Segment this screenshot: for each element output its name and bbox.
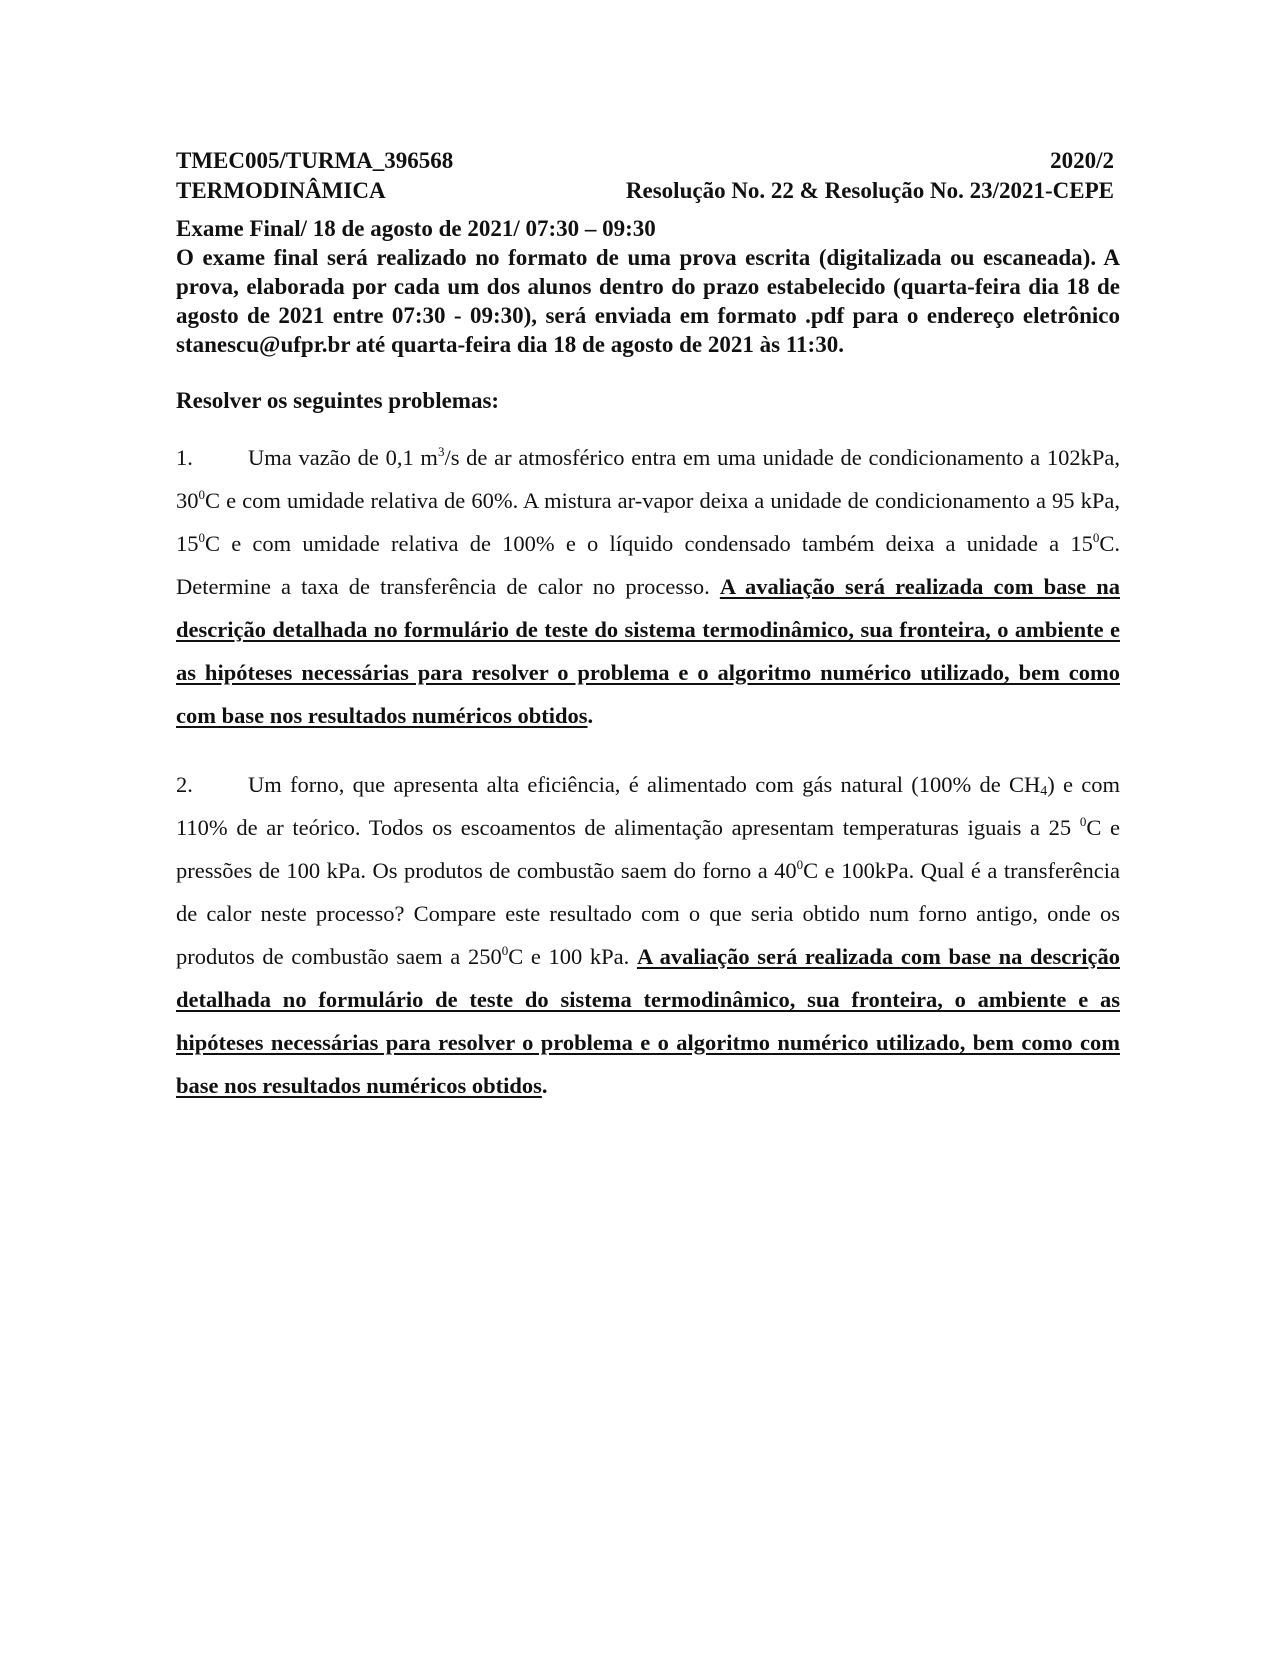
evaluation-end: . bbox=[587, 703, 594, 728]
problem-text: /s de ar atmosférico entra em uma unidade de condicionamento a 102kPa, 30 bbox=[176, 445, 1120, 513]
superscript: 3 bbox=[437, 444, 445, 459]
course-code: TMEC005/TURMA_396568 bbox=[176, 148, 454, 173]
superscript: 0 bbox=[1079, 814, 1087, 829]
problem-number: 1. bbox=[176, 445, 193, 470]
course-name: TERMODINÂMICA bbox=[176, 178, 386, 203]
problem-text: Uma vazão de 0,1 m bbox=[248, 445, 438, 470]
exam-title: Exame Final/ 18 de agosto de 2021/ 07:30 – 09:30 bbox=[176, 216, 656, 241]
problem-text: C. Determine a taxa de transferência de calor no processo. bbox=[176, 531, 1120, 599]
exam-description: O exame final será realizado no formato de uma prova escrita (digitalizada ou escaneada). A prova, elaborada por cada um dos alunos dentro do prazo estabelecido (quarta-feira dia 18 de agosto de 2021 entre 07:30 - 09:30), será enviada em formato .pdf para o endereço eletrônico stanescu@ufpr.br até quarta-feira dia 18 de agosto de 2021 às 11:30. bbox=[176, 245, 1120, 357]
evaluation-criteria: A avaliação será realizada com base na descrição detalhada no formulário de teste do sistema termodinâmico, sua fronteira, o ambiente e as hipóteses necessárias para resolver o problema e o algoritmo numérico utilizado, bem como com base nos resultados numéricos obtidos bbox=[176, 574, 1120, 728]
subscript: 4 bbox=[1040, 784, 1048, 799]
problem-text: Um forno, que apresenta alta eficiência, é alimentado com gás natural (100% de CH bbox=[248, 772, 1041, 797]
problem-number: 2. bbox=[176, 772, 193, 797]
resolution-reference: Resolução No. 22 & Resolução No. 23/2021-CEPE bbox=[625, 178, 1114, 203]
problem-text: C e com umidade relativa de 60%. A mistura ar-vapor deixa a unidade de condicionamento a 95 kPa, 15 bbox=[176, 488, 1120, 556]
problem-text: C e 100kPa. Qual é a transferência de calor neste processo? Compare este resultado com o que seria obtido num forno antigo, onde os produtos de combustão saem a 250 bbox=[176, 858, 1120, 969]
problem-text: C e pressões de 100 kPa. Os produtos de combustão saem do forno a 40 bbox=[176, 815, 1120, 883]
problem-2 bbox=[176, 763, 1120, 1107]
header-row-2 bbox=[176, 176, 1120, 206]
problem-text: C e 100 kPa. bbox=[508, 944, 637, 969]
superscript: 0 bbox=[198, 530, 205, 545]
superscript: 0 bbox=[198, 487, 205, 502]
instructions-heading: Resolver os seguintes problemas: bbox=[176, 388, 500, 413]
evaluation-criteria: A avaliação será realizada com base na descrição detalhada no formulário de teste do sistema termodinâmico, sua fronteira, o ambiente e as hipóteses necessárias para resolver o problema e o algoritmo numérico utilizado, bem como com base nos resultados numéricos obtidos bbox=[176, 944, 1121, 1098]
superscript: 0 bbox=[796, 857, 804, 872]
superscript: 0 bbox=[1092, 530, 1100, 545]
header-row-1 bbox=[176, 146, 1120, 176]
superscript: 0 bbox=[501, 943, 509, 958]
problem-text: ) e com 110% de ar teórico. Todos os escoamentos de alimentação apresentam temperaturas iguais a 25 bbox=[176, 772, 1121, 840]
problem-1 bbox=[176, 436, 1120, 737]
term: 2020/2 bbox=[1050, 148, 1114, 173]
evaluation-end: . bbox=[541, 1073, 548, 1098]
problem-text: C e com umidade relativa de 100% e o líquido condensado também deixa a unidade a 15 bbox=[205, 531, 1093, 556]
exam-page bbox=[176, 146, 1120, 1107]
